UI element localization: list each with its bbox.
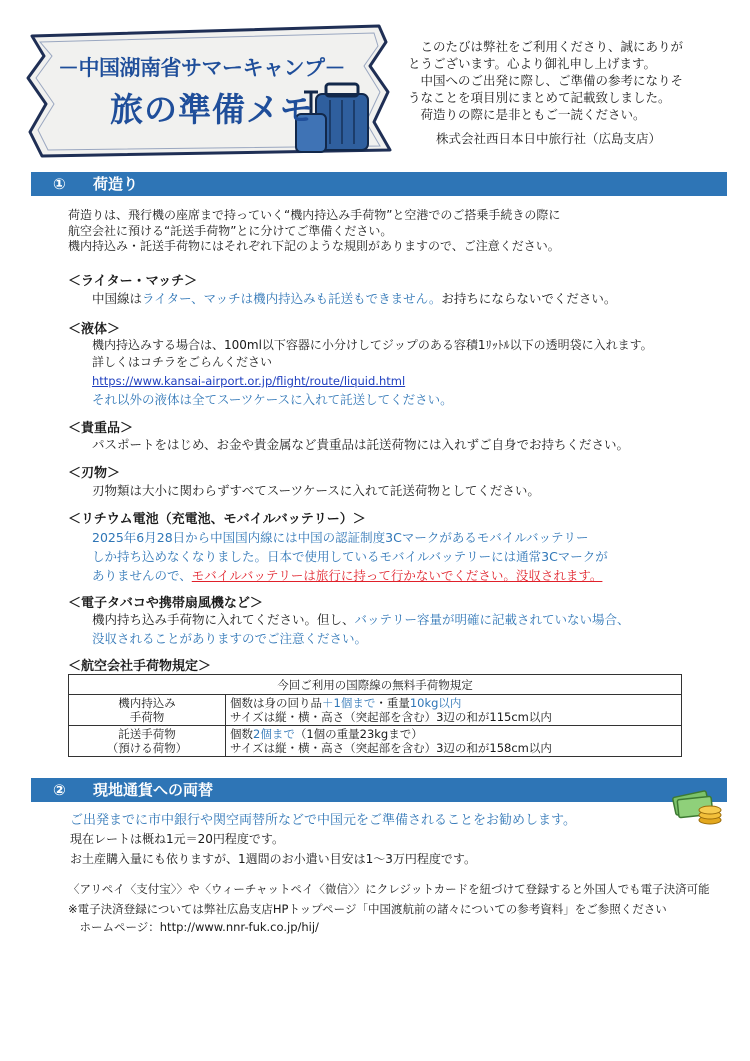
section-title: 荷造り: [93, 175, 139, 193]
intro-text: このたびは弊社をご利用くださり、誠にありが とうございます。心より御礼申し上げます。 中国へのご出発に際し、ご準備の参考になりそ うなことを項目別にまとめて記載致しました。 荷造りの際に是非ともご一読ください。: [408, 39, 684, 122]
packing-intro: 荷造りは、飛行機の座席まで持っていく“機内持込み手荷物”と空港でのご搭乗手続きの際に 航空会社に預ける“託送手荷物”とに分けてご準備ください。 機内持込み・託送手荷物にはそれぞれ下記のような規則がありますので、ご注意ください。: [68, 208, 561, 253]
liquid-line3: それ以外の液体は全てスーツケースに入れて託送してください。: [92, 392, 453, 407]
heading-battery: ＜リチウム電池（充電池、モバイルバッテリー）＞: [68, 512, 366, 527]
heading-airline: ＜航空会社手荷物規定＞: [68, 659, 212, 674]
ecig-text: 機内持ち込み手荷物に入れてください。但し、バッテリー容量が明確に記載されていない場合、 没収されることがありますのでご注意ください。: [92, 612, 630, 646]
lighter-text: 中国線はライター、マッチは機内持込みも託送もできません。お持ちにならないでください。: [92, 291, 617, 306]
liquid-link[interactable]: https://www.kansai-airport.or.jp/flight/route/liquid.html: [92, 374, 406, 388]
baggage-table: [68, 674, 682, 757]
blades-text: 刃物類は大小に関わらずすべてスーツケースに入れて託送荷物としてください。: [92, 483, 540, 498]
battery-text: 2025年6月28日から中国国内線には中国の認証制度3Cマークがあるモバイルバッテリー しか持ち込めなくなりました。日本で使用しているモバイルバッテリーには通常3Cマークが ありませんので、モバイルバッテリーは旅行に持って行かないでください。没収されます。: [92, 530, 608, 583]
company-name: 株式会社西日本日中旅行社（広島支店）: [436, 131, 662, 146]
homepage-link[interactable]: ホームページ：http://www.nnr-fuk.co.jp/hij/: [68, 920, 319, 934]
section-bar-packing: [31, 172, 727, 196]
heading-ecig: ＜電子タバコや携帯扇風機など＞: [68, 596, 263, 611]
table-title: 今回ご利用の国際線の無料手荷物規定: [69, 675, 682, 695]
section-bar-exchange: [31, 778, 727, 802]
exchange-line2: 現在レートは概ね1元＝20円程度です。: [70, 832, 284, 846]
exchange-line4: 〈アリペイ〈支付宝〉〉や〈ウィーチャットペイ〈微信〉〉にクレジットカードを紐づけて登録すると外国人でも電子決済可能: [68, 882, 710, 896]
heading-liquid: ＜液体＞: [68, 322, 121, 337]
exchange-line5: ※電子決済登録については弊社広島支店HPトップページ「中国渡航前の諸々についての参考資料」をご参照ください: [68, 902, 667, 916]
heading-valuables: ＜貴重品＞: [68, 421, 134, 436]
row-value-carryon: 個数は身の回り品＋1個まで・重量10kg以内 サイズは縦・横・高さ（突起部を含む）3辺の和が115cm以内: [226, 695, 682, 726]
row-label-carryon: 機内持込み 手荷物: [69, 695, 226, 726]
liquid-line2: 詳しくはコチラをごらんください: [92, 355, 273, 369]
money-icon: [672, 780, 724, 828]
heading-lighter: ＜ライター・マッチ＞: [68, 274, 198, 289]
exchange-line3: お土産購入量にも依りますが、1週間のお小遣い目安は1～3万円程度です。: [70, 852, 476, 866]
valuables-text: パスポートをはじめ、お金や貴金属など貴重品は託送荷物には入れずご自身でお持ちください。: [92, 437, 630, 452]
row-value-checked: 個数2個まで（1個の重量23kgまで） サイズは縦・横・高さ（突起部を含む）3辺の和が158cm以内: [226, 726, 682, 757]
exchange-line1: ご出発までに市中銀行や関空両替所などで中国元をご準備されることをお勧めします。: [70, 813, 576, 828]
row-label-checked: 託送手荷物 （預ける荷物）: [69, 726, 226, 757]
table-row: [69, 695, 682, 726]
title-line2: 旅の準備メモ: [110, 90, 314, 129]
section-number: ②: [53, 781, 66, 799]
section-number: ①: [53, 175, 66, 193]
section-title: 現地通貨への両替: [93, 781, 214, 799]
title-line1: －中国湖南省サマーキャンプ－: [58, 56, 345, 80]
liquid-line1: 機内持込みする場合は、100ml以下容器に小分けしてジップのある容積1ﾘｯﾄﾙ以下の透明袋に入れます。: [92, 338, 653, 352]
table-row: [69, 726, 682, 757]
heading-blades: ＜刃物＞: [68, 466, 121, 481]
